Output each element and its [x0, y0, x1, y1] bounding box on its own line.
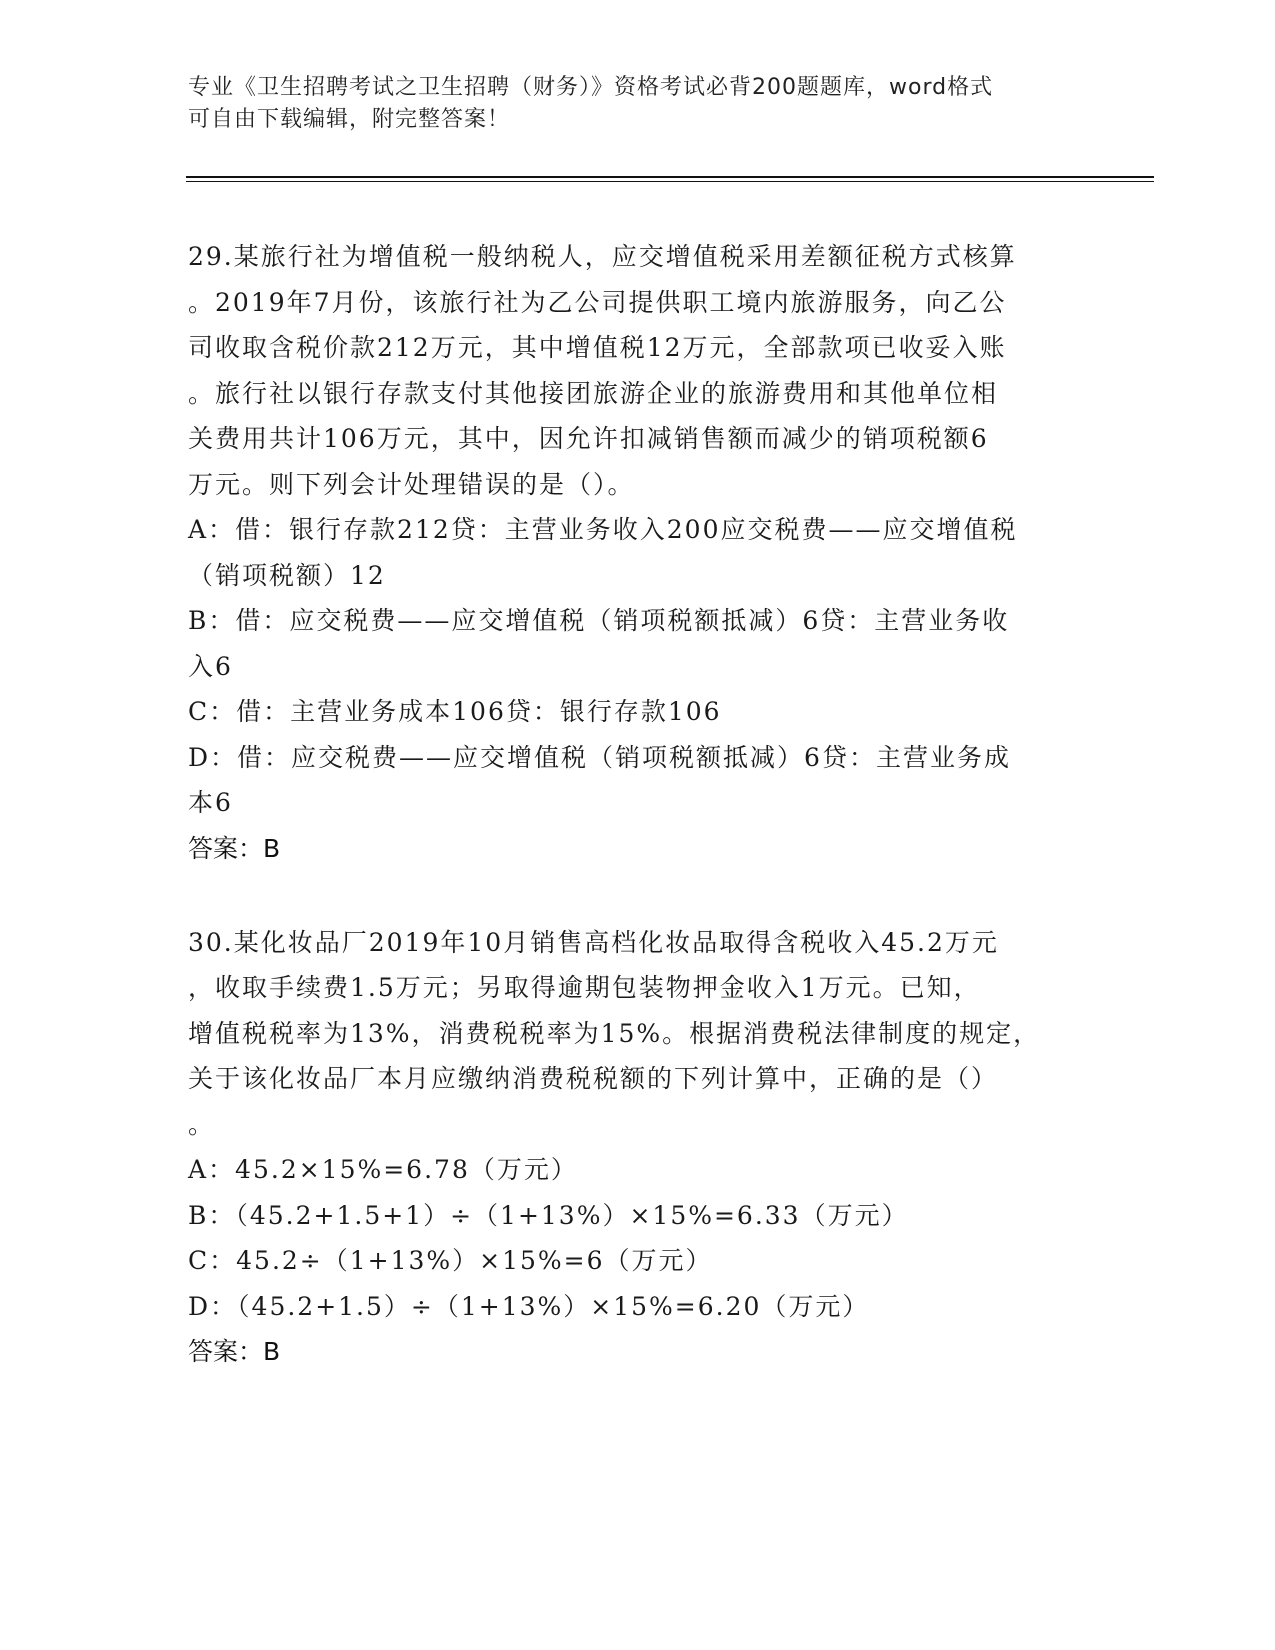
question-stem-line: 关于该化妆品厂本月应缴纳消费税税额的下列计算中，正确的是（） [188, 1064, 999, 1093]
option-c-line: C：借：主营业务成本106贷：银行存款106 [188, 697, 722, 726]
option-d-line: 本6 [188, 788, 233, 817]
option-b-line: B：借：应交税费——应交增值税（销项税额抵减）6贷：主营业务收 [188, 606, 1010, 635]
option-c-line: C：45.2÷（1+13%）×15%=6（万元） [188, 1246, 713, 1275]
question-stem-line: 万元。则下列会计处理错误的是（）。 [188, 469, 635, 499]
question-29 [188, 234, 1068, 826]
header-divider-thick [186, 176, 1154, 178]
option-d-line: D：（45.2+1.5）÷（1+13%）×15%=6.20（万元） [188, 1291, 870, 1321]
question-stem-line: 30.某化妆品厂2019年10月销售高档化妆品取得含税收入45.2万元 [188, 927, 999, 957]
option-a-line: （销项税额）12 [188, 560, 386, 590]
question-stem-line: 。2019年7月份，该旅行社为乙公司提供职工境内旅游服务，向乙公 [188, 287, 1007, 317]
document-body [188, 234, 1068, 1375]
header-line-2: 可自由下载编辑，附完整答案！ [188, 107, 511, 132]
header-line-1: 专业《卫生招聘考试之卫生招聘（财务）》资格考试必背200题题库，word格式 [188, 75, 994, 100]
option-b-line: B：（45.2+1.5+1）÷（1+13%）×15%=6.33（万元） [188, 1200, 909, 1230]
answer-29: 答案：B [188, 833, 281, 863]
option-d-line: D：借：应交税费——应交增值税（销项税额抵减）6贷：主营业务成 [188, 742, 1011, 772]
question-spacer [188, 872, 1068, 920]
question-stem-line: 增值税税率为13%，消费税税率为15%。根据消费税法律制度的规定， [188, 1018, 1041, 1048]
question-stem-line: 29.某旅行社为增值税一般纳税人，应交增值税采用差额征税方式核算 [188, 242, 1017, 271]
answer-30: 答案：B [188, 1337, 281, 1366]
option-a-line: A：借：银行存款212贷：主营业务收入200应交税费——应交增值税 [188, 515, 1018, 544]
page-header [188, 72, 1078, 136]
header-divider-thin [186, 181, 1154, 182]
question-stem-line: 关费用共计106万元，其中，因允许扣减销售额而减少的销项税额6 [188, 424, 989, 453]
option-b-line: 入6 [188, 651, 233, 681]
question-stem-line: 司收取含税价款212万元，其中增值税12万元，全部款项已收妥入账 [188, 333, 1007, 362]
question-30 [188, 920, 1068, 1330]
option-a-line: A：45.2×15%=6.78（万元） [188, 1155, 578, 1184]
question-stem-line: 。 [188, 1109, 216, 1139]
question-stem-line: 。旅行社以银行存款支付其他接团旅游企业的旅游费用和其他单位相 [188, 378, 999, 408]
question-stem-line: ，收取手续费1.5万元；另取得逾期包装物押金收入1万元。已知， [188, 973, 981, 1002]
